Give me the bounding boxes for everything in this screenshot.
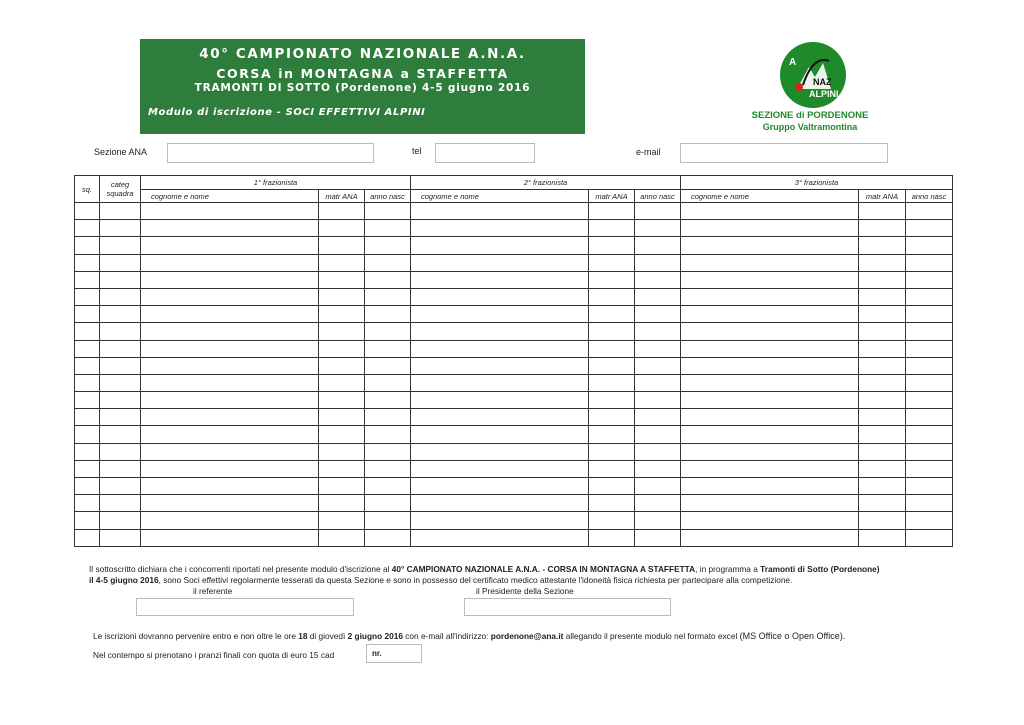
table-cell[interactable] (859, 306, 906, 323)
table-cell[interactable] (319, 495, 365, 512)
table-cell[interactable] (75, 340, 100, 357)
table-cell[interactable] (589, 220, 635, 237)
table-row (75, 374, 953, 391)
table-cell[interactable] (635, 323, 681, 340)
table-cell[interactable] (75, 271, 100, 288)
table-cell[interactable] (906, 512, 953, 529)
table-cell[interactable] (100, 443, 141, 460)
table-cell[interactable] (589, 460, 635, 477)
table-cell[interactable] (589, 323, 635, 340)
table-cell[interactable] (681, 478, 859, 495)
table-cell[interactable] (75, 409, 100, 426)
referente-signature-field[interactable] (136, 598, 354, 616)
table-cell[interactable] (411, 357, 589, 374)
table-cell[interactable] (75, 288, 100, 305)
table-cell[interactable] (589, 288, 635, 305)
registration-table (74, 175, 953, 547)
table-cell[interactable] (589, 271, 635, 288)
table-cell[interactable] (100, 254, 141, 271)
table-cell[interactable] (589, 203, 635, 220)
table-cell[interactable] (681, 529, 859, 546)
table-cell[interactable] (681, 409, 859, 426)
table-cell[interactable] (141, 254, 319, 271)
table-cell[interactable] (365, 271, 411, 288)
table-cell[interactable] (141, 271, 319, 288)
table-cell[interactable] (141, 392, 319, 409)
declaration-date: il 4-5 giugno 2016 (89, 575, 159, 585)
nr-label: nr. (372, 649, 382, 658)
table-cell[interactable] (859, 512, 906, 529)
table-cell[interactable] (411, 340, 589, 357)
fraz3-header: 3° frazionista (681, 176, 953, 190)
table-cell[interactable] (906, 529, 953, 546)
table-cell[interactable] (859, 392, 906, 409)
table-cell[interactable] (589, 340, 635, 357)
form-subtitle: Modulo di iscrizione - SOCI EFFETTIVI ALPINI (148, 107, 426, 118)
table-cell[interactable] (100, 512, 141, 529)
table-cell[interactable] (681, 495, 859, 512)
col-matr-1: matr ANA (319, 190, 365, 203)
table-cell[interactable] (589, 237, 635, 254)
table-cell[interactable] (411, 478, 589, 495)
table-cell[interactable] (635, 220, 681, 237)
table-cell[interactable] (906, 478, 953, 495)
table-body (75, 203, 953, 547)
header-banner (140, 39, 585, 134)
table-cell[interactable] (75, 529, 100, 546)
table-cell[interactable] (681, 203, 859, 220)
table-cell[interactable] (75, 478, 100, 495)
table-cell[interactable] (859, 426, 906, 443)
table-cell[interactable] (141, 478, 319, 495)
table-cell[interactable] (75, 237, 100, 254)
table-cell[interactable] (411, 443, 589, 460)
table-cell[interactable] (319, 409, 365, 426)
table-cell[interactable] (635, 271, 681, 288)
table-cell[interactable] (589, 392, 635, 409)
table-cell[interactable] (100, 495, 141, 512)
table-cell[interactable] (681, 460, 859, 477)
table-cell[interactable] (859, 203, 906, 220)
table-cell[interactable] (319, 220, 365, 237)
note-text-a: Le iscrizioni dovranno pervenire entro e non oltre le ore (93, 631, 299, 641)
table-cell[interactable] (75, 203, 100, 220)
table-cell[interactable] (75, 460, 100, 477)
email-field[interactable] (680, 143, 888, 163)
table-cell[interactable] (365, 220, 411, 237)
email-label: e-mail (636, 147, 661, 157)
table-cell[interactable] (100, 409, 141, 426)
table-cell[interactable] (906, 203, 953, 220)
championship-title: 40° CAMPIONATO NAZIONALE A.N.A. (199, 46, 526, 62)
note-date: 2 giugno 2016 (347, 631, 403, 641)
table-cell[interactable] (319, 237, 365, 254)
col-anno-2: anno nasc (635, 190, 681, 203)
table-cell[interactable] (141, 220, 319, 237)
table-cell[interactable] (635, 374, 681, 391)
table-cell[interactable] (859, 460, 906, 477)
table-cell[interactable] (100, 460, 141, 477)
table-cell[interactable] (859, 443, 906, 460)
table-cell[interactable] (635, 495, 681, 512)
table-row (75, 254, 953, 271)
table-cell[interactable] (411, 271, 589, 288)
table-cell[interactable] (681, 512, 859, 529)
deadline-note (93, 631, 845, 641)
table-cell[interactable] (681, 357, 859, 374)
table-cell[interactable] (100, 323, 141, 340)
table-cell[interactable] (319, 426, 365, 443)
table-cell[interactable] (859, 478, 906, 495)
table-cell[interactable] (681, 340, 859, 357)
table-cell[interactable] (411, 374, 589, 391)
table-cell[interactable] (75, 254, 100, 271)
col-matr-2: matr ANA (589, 190, 635, 203)
table-cell[interactable] (75, 392, 100, 409)
declaration-place: Tramonti di Sotto (Pordenone) (760, 564, 880, 574)
table-cell[interactable] (319, 254, 365, 271)
table-cell[interactable] (906, 323, 953, 340)
table-cell[interactable] (906, 271, 953, 288)
svg-text:A: A (789, 57, 797, 68)
table-cell[interactable] (75, 426, 100, 443)
referente-label: il referente (193, 586, 233, 596)
table-cell[interactable] (100, 306, 141, 323)
table-cell[interactable] (589, 512, 635, 529)
table-cell[interactable] (681, 443, 859, 460)
table-cell[interactable] (319, 357, 365, 374)
table-cell[interactable] (141, 237, 319, 254)
table-row (75, 306, 953, 323)
table-cell[interactable] (635, 203, 681, 220)
declaration-line-2 (89, 575, 792, 585)
location-date: TRAMONTI DI SOTTO (Pordenone) 4-5 giugno 2016 (194, 82, 531, 94)
table-cell[interactable] (681, 426, 859, 443)
table-cell[interactable] (635, 254, 681, 271)
table-cell[interactable] (906, 306, 953, 323)
table-cell[interactable] (365, 288, 411, 305)
table-cell[interactable] (100, 426, 141, 443)
table-cell[interactable] (681, 237, 859, 254)
table-cell[interactable] (635, 529, 681, 546)
table-cell[interactable] (859, 220, 906, 237)
table-cell[interactable] (319, 288, 365, 305)
col-cognome-1: cognome e nome (141, 190, 319, 203)
table-cell[interactable] (906, 237, 953, 254)
table-cell[interactable] (100, 478, 141, 495)
table-cell[interactable] (75, 220, 100, 237)
table-cell[interactable] (589, 426, 635, 443)
table-cell[interactable] (75, 443, 100, 460)
table-row (75, 357, 953, 374)
table-cell[interactable] (906, 426, 953, 443)
table-cell[interactable] (411, 495, 589, 512)
table-cell[interactable] (859, 374, 906, 391)
table-cell[interactable] (906, 409, 953, 426)
table-cell[interactable] (411, 203, 589, 220)
table-cell[interactable] (365, 237, 411, 254)
table-cell[interactable] (589, 478, 635, 495)
table-cell[interactable] (365, 357, 411, 374)
table-cell[interactable] (411, 323, 589, 340)
table-cell[interactable] (141, 323, 319, 340)
table-cell[interactable] (411, 512, 589, 529)
table-cell[interactable] (75, 357, 100, 374)
table-cell[interactable] (365, 512, 411, 529)
declaration-text-a: Il sottoscritto dichiara che i concorrenti riportati nel presente modulo d'iscrizione al (89, 564, 392, 574)
table-cell[interactable] (319, 340, 365, 357)
table-cell[interactable] (365, 203, 411, 220)
table-cell[interactable] (319, 374, 365, 391)
table-cell[interactable] (319, 392, 365, 409)
table-cell[interactable] (141, 460, 319, 477)
table-cell[interactable] (589, 495, 635, 512)
table-cell[interactable] (589, 409, 635, 426)
note-text-c: di giovedì (307, 631, 348, 641)
table-cell[interactable] (319, 203, 365, 220)
table-row (75, 426, 953, 443)
table-cell[interactable] (365, 495, 411, 512)
table-cell[interactable] (319, 306, 365, 323)
table-cell[interactable] (859, 357, 906, 374)
table-cell[interactable] (681, 392, 859, 409)
logo-section-name: SEZIONE di PORDENONE (751, 110, 869, 121)
table-cell[interactable] (635, 426, 681, 443)
table-cell[interactable] (859, 409, 906, 426)
table-cell[interactable] (859, 254, 906, 271)
ana-alpini-logo-icon (779, 41, 847, 109)
table-row (75, 203, 953, 220)
table-cell[interactable] (365, 323, 411, 340)
table-cell[interactable] (681, 254, 859, 271)
table-cell[interactable] (319, 512, 365, 529)
table-cell[interactable] (635, 237, 681, 254)
table-cell[interactable] (365, 460, 411, 477)
table-cell[interactable] (319, 271, 365, 288)
table-cell[interactable] (906, 392, 953, 409)
table-cell[interactable] (365, 409, 411, 426)
table-row (75, 288, 953, 305)
declaration-event: 40° CAMPIONATO NAZIONALE A.N.A. - CORSA IN MONTAGNA A STAFFETTA (391, 564, 696, 574)
table-cell[interactable] (141, 357, 319, 374)
table-cell[interactable] (100, 357, 141, 374)
table-cell[interactable] (365, 426, 411, 443)
table-cell[interactable] (141, 529, 319, 546)
table-cell[interactable] (141, 203, 319, 220)
table-cell[interactable] (589, 374, 635, 391)
table-cell[interactable] (411, 529, 589, 546)
table-cell[interactable] (635, 460, 681, 477)
table-cell[interactable] (906, 288, 953, 305)
table-cell[interactable] (100, 392, 141, 409)
table-cell[interactable] (859, 288, 906, 305)
categ-header: categ squadra (100, 176, 141, 203)
note-format: (MS Office o Open Office). (739, 631, 846, 641)
table-cell[interactable] (75, 512, 100, 529)
table-cell[interactable] (859, 529, 906, 546)
table-cell[interactable] (906, 254, 953, 271)
table-cell[interactable] (100, 237, 141, 254)
table-cell[interactable] (100, 374, 141, 391)
table-cell[interactable] (365, 529, 411, 546)
sq-header: sq. (75, 176, 100, 203)
table-cell[interactable] (906, 495, 953, 512)
table-cell[interactable] (141, 306, 319, 323)
svg-text:ALPINI: ALPINI (809, 89, 839, 99)
note-hour: 18 (298, 631, 308, 641)
table-cell[interactable] (906, 374, 953, 391)
table-cell[interactable] (635, 512, 681, 529)
logo-group-name: Gruppo Valtramontina (762, 122, 858, 132)
pranzi-note: Nel contempo si prenotano i pranzi finali con quota di euro 15 cad (93, 650, 335, 660)
table-cell[interactable] (681, 374, 859, 391)
fraz2-header: 2° frazionista (411, 176, 681, 190)
table-cell[interactable] (589, 306, 635, 323)
table-row (75, 340, 953, 357)
table-cell[interactable] (319, 460, 365, 477)
table-cell[interactable] (906, 443, 953, 460)
table-cell[interactable] (141, 426, 319, 443)
table-cell[interactable] (75, 306, 100, 323)
table-cell[interactable] (141, 409, 319, 426)
table-cell[interactable] (411, 306, 589, 323)
table-cell[interactable] (365, 478, 411, 495)
table-cell[interactable] (589, 443, 635, 460)
table-cell[interactable] (75, 495, 100, 512)
table-cell[interactable] (75, 374, 100, 391)
table-cell[interactable] (635, 409, 681, 426)
table-cell[interactable] (681, 271, 859, 288)
table-row (75, 478, 953, 495)
table-cell[interactable] (100, 203, 141, 220)
table-row (75, 220, 953, 237)
table-cell[interactable] (859, 323, 906, 340)
table-cell[interactable] (859, 340, 906, 357)
race-title: CORSA in MONTAGNA a STAFFETTA (216, 66, 509, 81)
table-cell[interactable] (411, 288, 589, 305)
sezione-label: Sezione ANA (94, 147, 148, 157)
table-cell[interactable] (589, 357, 635, 374)
fraz1-header: 1° frazionista (141, 176, 411, 190)
table-cell[interactable] (319, 478, 365, 495)
table-cell[interactable] (635, 340, 681, 357)
col-matr-3: matr ANA (859, 190, 906, 203)
table-row (75, 409, 953, 426)
table-cell[interactable] (100, 529, 141, 546)
col-anno-1: anno nasc (365, 190, 411, 203)
declaration-line-1 (89, 564, 880, 574)
table-cell[interactable] (411, 392, 589, 409)
table-cell[interactable] (141, 443, 319, 460)
table-cell[interactable] (589, 254, 635, 271)
col-cognome-2: cognome e nome (411, 190, 589, 203)
note-email: pordenone@ana.it (490, 631, 564, 641)
table-cell[interactable] (365, 392, 411, 409)
table-cell[interactable] (411, 220, 589, 237)
note-text-g: allegando il presente modulo nel formato excel (563, 631, 740, 641)
table-cell[interactable] (100, 271, 141, 288)
table-row (75, 512, 953, 529)
sezione-field[interactable] (167, 143, 374, 163)
table-cell[interactable] (589, 529, 635, 546)
table-cell[interactable] (141, 340, 319, 357)
table-cell[interactable] (411, 426, 589, 443)
table-cell[interactable] (635, 306, 681, 323)
table-cell[interactable] (411, 237, 589, 254)
tel-label: tel (412, 146, 422, 156)
col-anno-3: anno nasc (906, 190, 953, 203)
table-cell[interactable] (365, 443, 411, 460)
table-cell[interactable] (906, 340, 953, 357)
table-cell[interactable] (411, 460, 589, 477)
presidente-label: il Presidente della Sezione (476, 586, 574, 596)
table-cell[interactable] (100, 220, 141, 237)
table-cell[interactable] (75, 323, 100, 340)
table-cell[interactable] (365, 374, 411, 391)
table-cell[interactable] (859, 495, 906, 512)
table-cell[interactable] (141, 495, 319, 512)
table-row (75, 495, 953, 512)
table-cell[interactable] (319, 529, 365, 546)
table-cell[interactable] (635, 392, 681, 409)
table-cell[interactable] (100, 340, 141, 357)
table-row (75, 529, 953, 546)
table-cell[interactable] (681, 220, 859, 237)
table-row (75, 271, 953, 288)
col-cognome-3: cognome e nome (681, 190, 859, 203)
presidente-signature-field[interactable] (464, 598, 671, 616)
table-row (75, 323, 953, 340)
table-cell[interactable] (859, 271, 906, 288)
table-cell[interactable] (635, 288, 681, 305)
table-cell[interactable] (365, 306, 411, 323)
table-row (75, 237, 953, 254)
table-row (75, 392, 953, 409)
table-row (75, 460, 953, 477)
declaration-text-c: , in programma a (695, 564, 761, 574)
table-cell[interactable] (681, 323, 859, 340)
table-cell[interactable] (319, 323, 365, 340)
pranzi-nr-field[interactable] (366, 644, 422, 663)
table-cell[interactable] (635, 357, 681, 374)
tel-field[interactable] (435, 143, 535, 163)
svg-text:NAZ: NAZ (813, 77, 832, 87)
table-cell[interactable] (906, 460, 953, 477)
table-cell[interactable] (859, 237, 906, 254)
table-cell[interactable] (681, 288, 859, 305)
table-cell[interactable] (681, 306, 859, 323)
declaration-text-rest: , sono Soci effettivi regolarmente tesserati da questa Sezione e sono in possesso del certificato medico attestante l'idoneità fisica richiesta per partecipare alla competizione. (158, 575, 793, 585)
table-cell[interactable] (141, 288, 319, 305)
table-cell[interactable] (635, 478, 681, 495)
table-cell[interactable] (906, 357, 953, 374)
table-cell[interactable] (365, 254, 411, 271)
table-cell[interactable] (141, 374, 319, 391)
table-cell[interactable] (411, 254, 589, 271)
table-cell[interactable] (141, 512, 319, 529)
note-text-e: con e-mail all'indirizzo: (402, 631, 491, 641)
table-cell[interactable] (100, 288, 141, 305)
table-cell[interactable] (906, 220, 953, 237)
table-cell[interactable] (319, 443, 365, 460)
table-cell[interactable] (411, 409, 589, 426)
table-cell[interactable] (365, 340, 411, 357)
table-cell[interactable] (635, 443, 681, 460)
table-row (75, 443, 953, 460)
